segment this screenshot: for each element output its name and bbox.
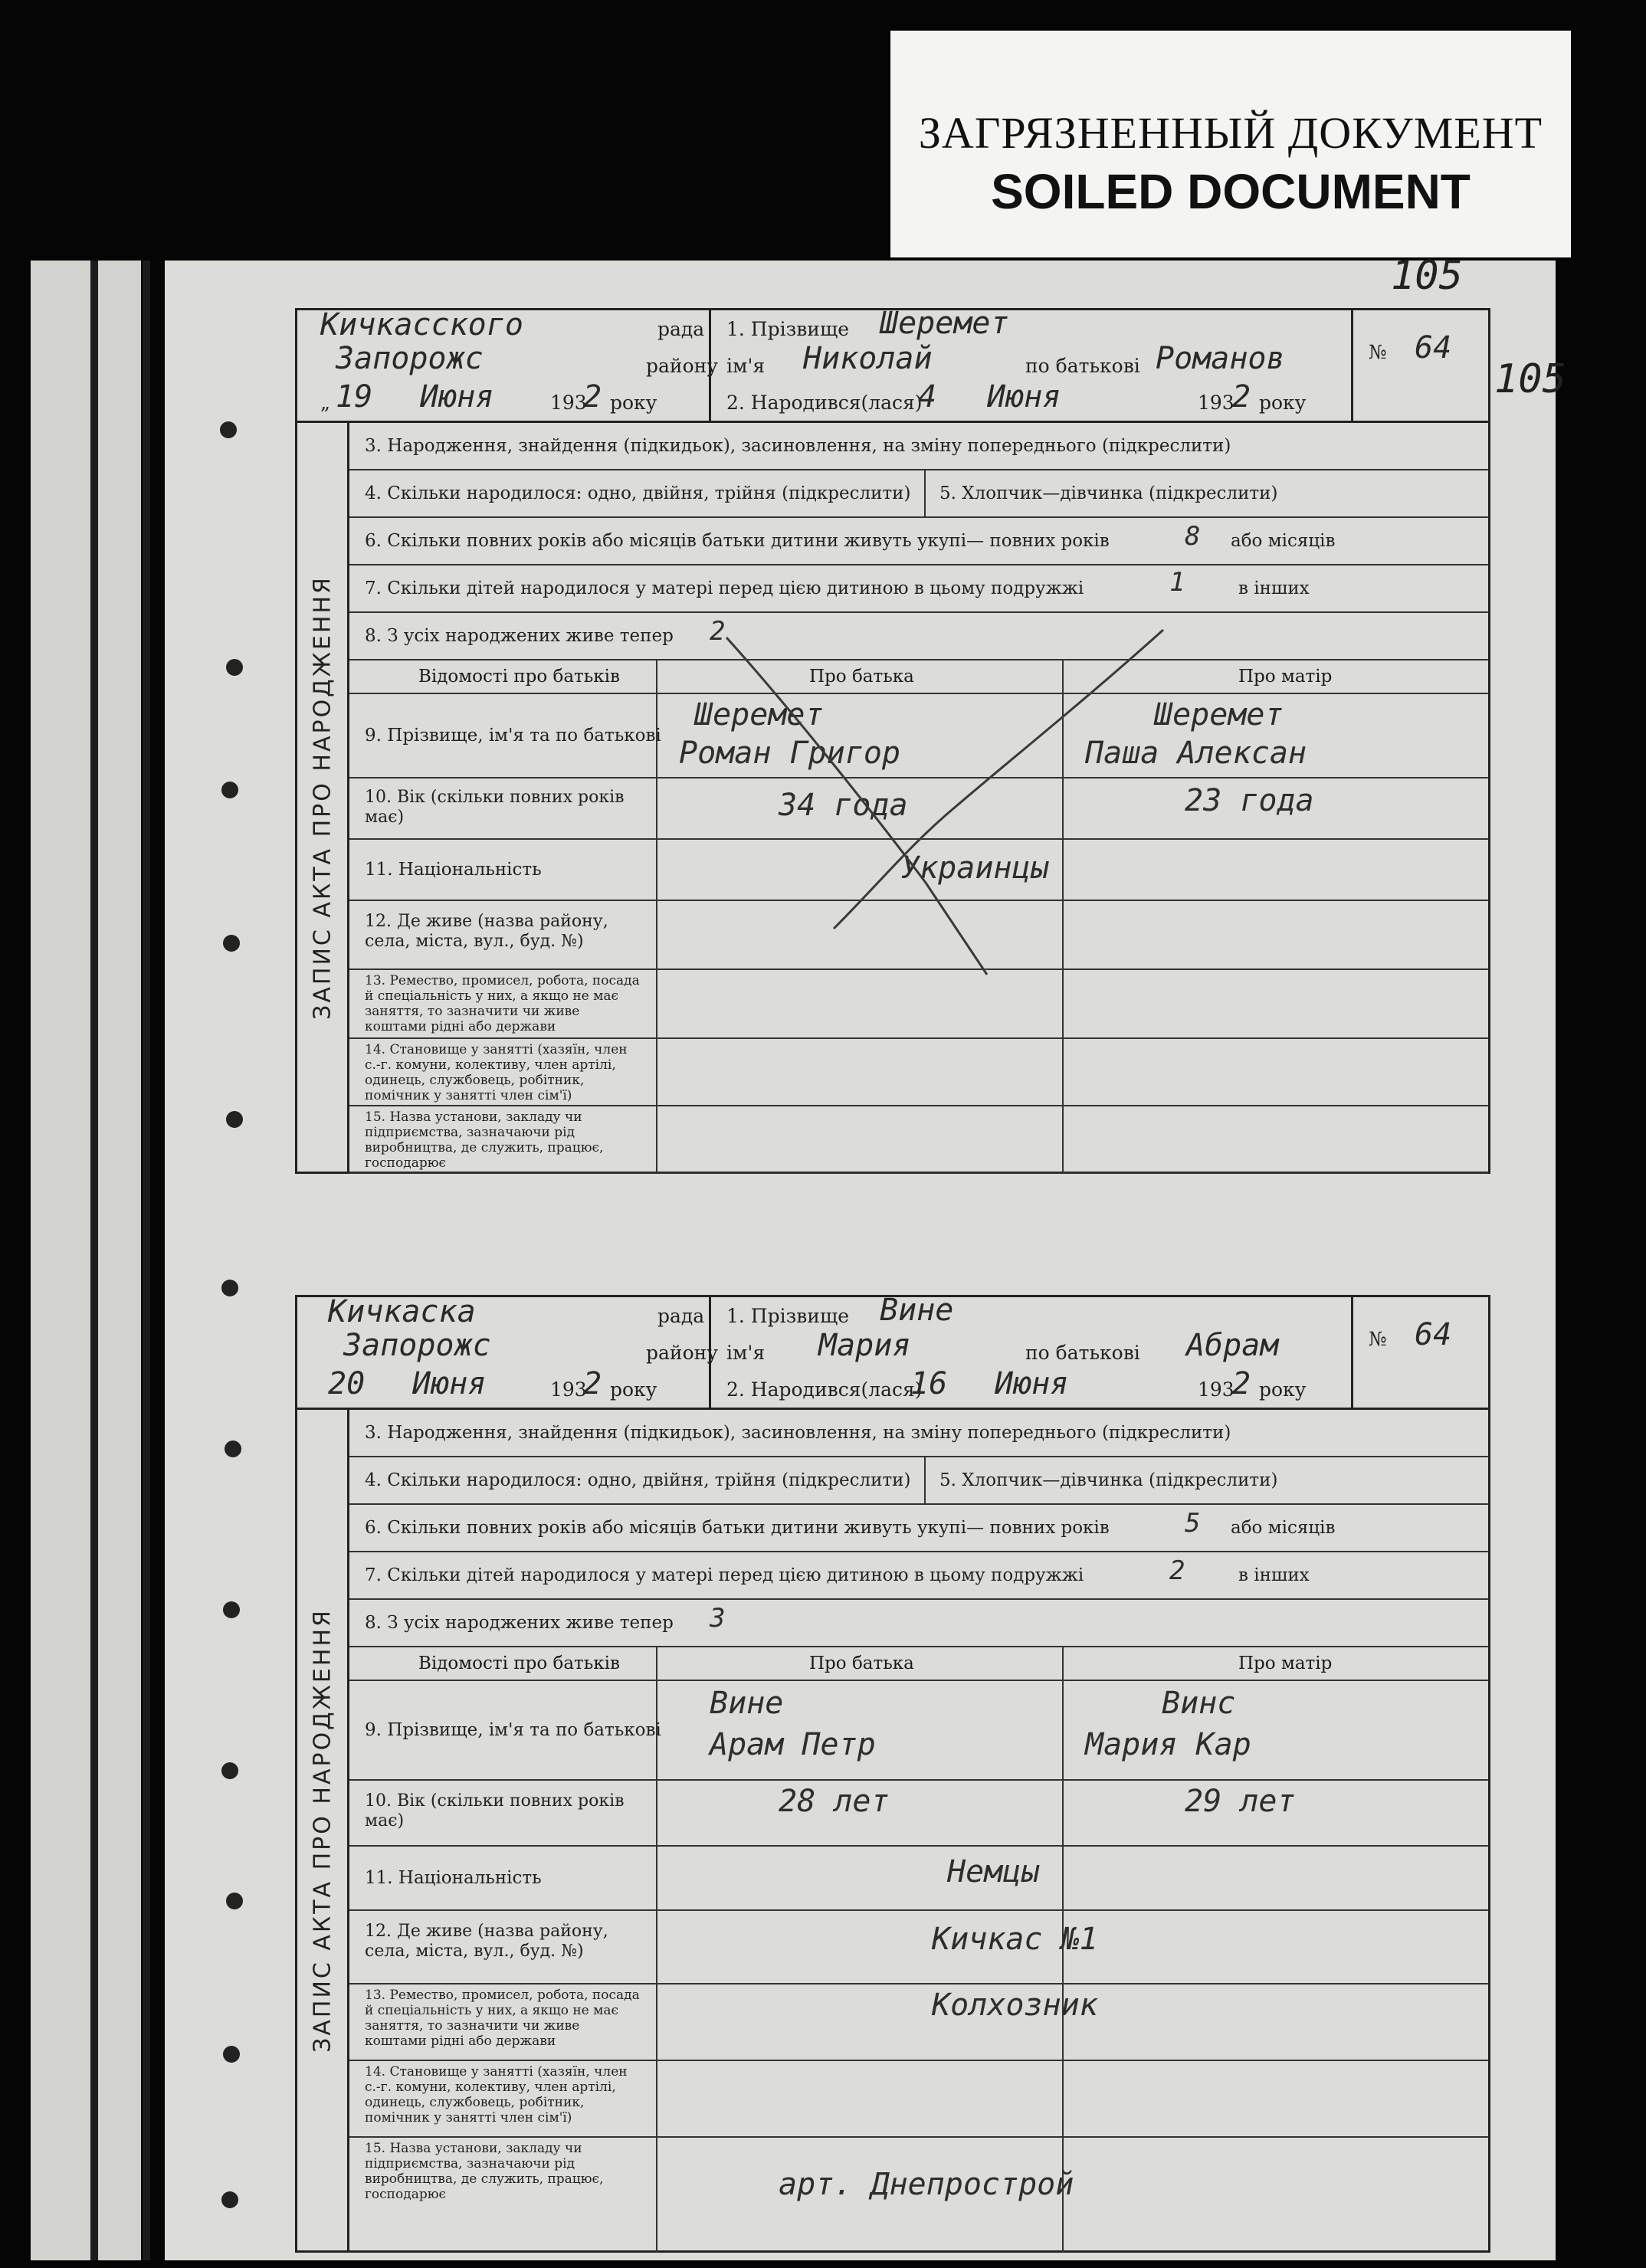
binding-line (143, 261, 150, 2260)
raion-label: району (646, 355, 718, 377)
year-prefix: 193 (1198, 1378, 1234, 1401)
punch-hole (223, 935, 240, 952)
record-header (295, 1295, 1490, 1410)
occupation: Колхозник (932, 1988, 1098, 2023)
registration-year-digit: 2 (583, 379, 602, 415)
children-before-value: 2 (1169, 1555, 1185, 1586)
column-divider (656, 1681, 657, 1779)
row-3-label: 3. Народження, знайдення (підкидьок), засиновлення, на зміну попереднього (підкреслити) (365, 436, 1231, 456)
born-month: Июня (987, 379, 1061, 415)
row-5-label: 5. Хлопчик—дівчинка (підкреслити) (939, 483, 1278, 503)
row-8-label: 8. З усіх народжених живе тепер (365, 626, 674, 646)
row-9 (349, 1681, 1488, 1781)
row-6-label: 6. Скільки повних років або місяців батьки дитини живуть укупі— повних років (365, 531, 1110, 551)
record-header (295, 308, 1490, 423)
registration-month: Июня (420, 379, 494, 415)
registration-month: Июня (412, 1366, 487, 1401)
punch-hole (221, 1762, 238, 1779)
mother-name: Мария Кар (1085, 1727, 1251, 1762)
column-divider (656, 1847, 657, 1909)
name-value: Мария (818, 1328, 911, 1363)
workplace: арт. Днепрострой (779, 2167, 1074, 2202)
cancellation-cross-mark (297, 423, 1493, 1174)
roku-label: року (610, 392, 657, 414)
header-child-column (711, 1293, 1353, 1408)
row-9-label: 9. Прізвище, ім'я та по батькові (365, 726, 661, 746)
row-12 (349, 1911, 1488, 1984)
children-before-value: 1 (1169, 567, 1185, 598)
parents-header: Відомості про батьків (418, 667, 620, 687)
number-sign: № (1369, 1328, 1387, 1350)
punch-hole (226, 1893, 243, 1909)
row-9-label: 9. Прізвище, ім'я та по батькові (365, 1720, 661, 1740)
mother-age: 23 года (1185, 783, 1314, 818)
father-name: Арам Петр (710, 1727, 876, 1762)
stamp-russian-text: ЗАГРЯЗНЕННЫЙ ДОКУМЕНТ (918, 108, 1543, 158)
roku-label: року (610, 1378, 657, 1401)
father-age: 28 лет (779, 1784, 890, 1819)
row-15-label: 15. Назва установи, закладу чи підприємства, зазначаючи рід виробництва, де служить, працює, господарює (365, 2141, 604, 2202)
parents-header-row (349, 1647, 1488, 1681)
row-7-label: 7. Скільки дітей народилося у матері перед цією дитиною в цьому подружжі (365, 578, 1084, 598)
page-number-top: 105 (1391, 253, 1463, 299)
born-label: 2. Народився(лася) (726, 1378, 923, 1401)
header-number-column (1353, 310, 1488, 421)
binding-strip-outer (31, 261, 90, 2260)
patronymic-label: по батькові (1025, 1342, 1140, 1364)
header-registry-column (297, 307, 718, 421)
row-6-label: 6. Скільки повних років або місяців батьки дитини живуть укупі— повних років (365, 1518, 1110, 1538)
year-prefix: 193 (1198, 392, 1234, 414)
stamp-english-text: SOILED DOCUMENT (991, 164, 1471, 219)
row-7 (349, 1552, 1488, 1600)
row-3-label: 3. Народження, знайдення (підкидьок), засиновлення, на зміну попереднього (підкреслити) (365, 1423, 1231, 1443)
parents-header: Відомості про батьків (418, 1653, 620, 1673)
binding-line (90, 261, 98, 2260)
row-4-5 (349, 1457, 1488, 1505)
column-divider (656, 1911, 657, 1983)
row-13-label: 13. Ремество, промисел, робота, посада й спеціальність у них, а якщо не має заняття, то зазначити чи живе коштами рідні або держави (365, 973, 640, 1034)
name-label: ім'я (726, 355, 766, 377)
father-age: 34 года (779, 788, 908, 823)
number-sign: № (1369, 341, 1387, 363)
row-14-label: 14. Становище у занятті (хазяїн, член с.-г. комуни, колективу, член артілі, одинець, службовець, робітник, помічник у занятті член сім'ї) (365, 2064, 628, 2125)
record-number: 64 (1415, 330, 1452, 365)
roku-label: року (1259, 1378, 1307, 1401)
soiled-document-stamp (890, 31, 1571, 257)
row-7-other-label: в інших (1238, 578, 1310, 598)
record-body (295, 423, 1490, 1174)
surname-value: Шеремет (880, 306, 1009, 341)
row-10-label: 10. Вік (скільки повних років має) (365, 788, 625, 827)
punch-hole (226, 659, 243, 676)
mother-age: 29 лет (1185, 1784, 1296, 1819)
punch-hole (223, 1601, 240, 1618)
rada-value: Кичкаска (328, 1294, 476, 1329)
born-year-digit: 2 (1232, 379, 1251, 415)
record-body (295, 1410, 1490, 2253)
surname-label: 1. Прізвище (726, 1305, 850, 1327)
header-registry-column (297, 1294, 718, 1408)
column-divider (656, 1781, 657, 1845)
column-divider (656, 2138, 657, 2253)
born-label: 2. Народився(лася) (726, 392, 923, 414)
row-15 (349, 2138, 1488, 2253)
row-6-months-label: або місяців (1231, 531, 1336, 551)
row-7-other-label: в інших (1238, 1565, 1310, 1585)
vertical-title: ЗАПИС АКТА ПРО НАРОДЖЕННЯ (309, 575, 336, 1020)
father-header: Про батька (809, 1653, 914, 1673)
row-12-label: 12. Де живе (назва району, села, міста, вул., буд. №) (365, 912, 608, 951)
patronymic-label: по батькові (1025, 355, 1140, 377)
column-divider (1062, 1647, 1064, 1680)
row-13-label: 13. Ремество, промисел, робота, посада й спеціальність у них, а якщо не має заняття, то зазначити чи живе коштами рідні або держави (365, 1988, 640, 2049)
born-year-digit: 2 (1232, 1366, 1251, 1401)
row-8 (349, 1600, 1488, 1647)
row-4-label: 4. Скільки народилося: одно, двійня, трійня (підкреслити) (365, 1470, 911, 1490)
mother-surname: Винс (1162, 1686, 1236, 1721)
mother-name: Паша Алексан (1085, 736, 1307, 771)
punch-hole (220, 421, 237, 438)
mother-header: Про матір (1238, 667, 1333, 687)
father-surname: Шеремет (694, 697, 824, 733)
born-day: 16 (910, 1366, 948, 1401)
row-5-label: 5. Хлопчик—дівчинка (підкреслити) (939, 1470, 1278, 1490)
column-divider (1062, 1681, 1064, 1779)
binding-strip-inner (98, 261, 141, 2260)
punch-hole (221, 782, 238, 798)
header-child-column (711, 306, 1353, 421)
father-name: Роман Григор (679, 736, 900, 771)
vertical-title-box (297, 1410, 349, 2250)
raion-value: Запорожс (336, 341, 484, 376)
punch-hole (223, 2046, 240, 2063)
row-6 (349, 1505, 1488, 1552)
row-11 (349, 1847, 1488, 1911)
nationality: Немцы (947, 1854, 1040, 1889)
row-10-label: 10. Вік (скільки повних років має) (365, 1791, 625, 1830)
years-together-value: 8 (1185, 521, 1201, 552)
record-number: 64 (1415, 1317, 1452, 1352)
column-divider (1062, 1781, 1064, 1845)
mother-header: Про матір (1238, 1653, 1333, 1673)
row-15-label: 15. Назва установи, закладу чи підприємства, зазначаючи рід виробництва, де служить, працює, господарює (365, 1109, 604, 1171)
born-month: Июня (995, 1366, 1069, 1401)
header-number-column (1353, 1297, 1488, 1408)
row-14 (349, 2061, 1488, 2138)
rada-label: рада (657, 318, 705, 340)
column-divider (656, 1984, 657, 2060)
father-header: Про батька (809, 667, 914, 687)
rada-value: Кичкасского (320, 307, 523, 342)
surname-value: Вине (880, 1293, 954, 1328)
surname-label: 1. Прізвище (726, 318, 850, 340)
row-14-label: 14. Становище у занятті (хазяїн, член с.-г. комуни, колективу, член артілі, одинець, службовець, робітник, помічник у занятті член сім'ї) (365, 1042, 628, 1103)
column-divider (656, 2061, 657, 2136)
birth-record-2 (295, 1295, 1490, 2257)
years-together-value: 5 (1185, 1508, 1201, 1539)
father-surname: Вине (710, 1686, 784, 1721)
born-day: 4 (918, 379, 937, 415)
row-4-label: 4. Скільки народилося: одно, двійня, трійня (підкреслити) (365, 483, 911, 503)
row-10 (349, 1781, 1488, 1847)
registration-day: 19 (336, 379, 373, 415)
row-13 (349, 1984, 1488, 2061)
column-divider (1062, 2061, 1064, 2136)
alive-now-value: 2 (710, 616, 726, 647)
registration-date-quote: „ (320, 392, 330, 414)
residence: Кичкас №1 (932, 1922, 1098, 1957)
punch-hole (221, 1280, 238, 1296)
name-label: ім'я (726, 1342, 766, 1364)
row-divider (924, 1457, 926, 1503)
alive-now-value: 3 (710, 1603, 726, 1634)
row-7-label: 7. Скільки дітей народилося у матері перед цією дитиною в цьому подружжі (365, 1565, 1084, 1585)
row-3 (349, 1410, 1488, 1457)
column-divider (656, 1647, 657, 1680)
vertical-title: ЗАПИС АКТА ПРО НАРОДЖЕННЯ (309, 1608, 336, 2053)
row-11-label: 11. Національність (365, 1868, 542, 1888)
year-prefix: 193 (550, 1378, 587, 1401)
patronymic-value: Романов (1156, 341, 1285, 376)
punch-hole (226, 1111, 243, 1128)
row-6-months-label: або місяців (1231, 1518, 1336, 1538)
birth-record-1 (295, 308, 1490, 1174)
name-value: Николай (803, 341, 933, 376)
raion-label: району (646, 1342, 718, 1364)
registration-day: 20 (328, 1366, 366, 1401)
register-page (165, 253, 1566, 2260)
roku-label: року (1259, 392, 1307, 414)
punch-hole (221, 2191, 238, 2208)
raion-value: Запорожс (343, 1328, 491, 1363)
registration-year-digit: 2 (583, 1366, 602, 1401)
nationality: Украинцы (901, 850, 1049, 886)
patronymic-value: Абрам (1186, 1328, 1279, 1363)
row-12-label: 12. Де живе (назва району, села, міста, вул., буд. №) (365, 1922, 608, 1961)
year-prefix: 193 (550, 392, 587, 414)
punch-hole (225, 1440, 241, 1457)
row-8-label: 8. З усіх народжених живе тепер (365, 1613, 674, 1633)
column-divider (1062, 1847, 1064, 1909)
rada-label: рада (657, 1305, 705, 1327)
mother-surname: Шеремет (1154, 697, 1284, 733)
row-11-label: 11. Національність (365, 860, 542, 880)
page-number-side: 105 (1494, 356, 1566, 402)
